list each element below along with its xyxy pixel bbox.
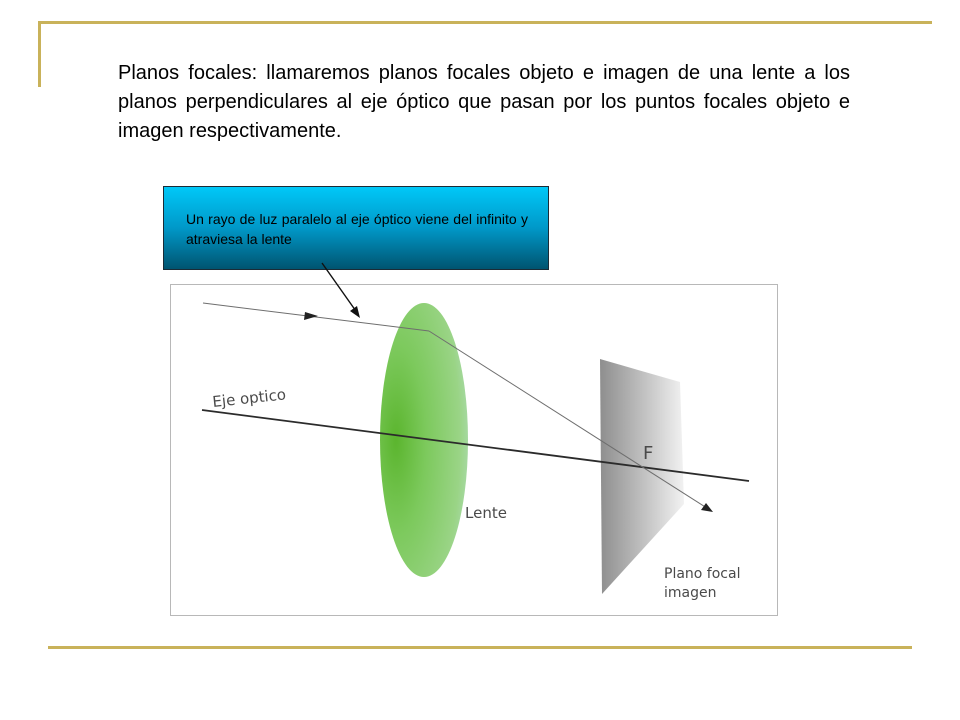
callout-text: Un rayo de luz paralelo al eje óptico viene del infinito y atraviesa la lente [186,211,528,247]
lens-label: Lente [465,504,507,522]
lens [380,303,468,577]
plane-label-line1: Plano focal [664,566,741,582]
axis-label: Eje optico [211,385,287,411]
focal-point-label: F [643,443,654,464]
focal-plane [600,359,684,594]
incident-ray-arrowhead [304,312,318,320]
refracted-ray-arrowhead [701,503,713,512]
incident-ray [203,303,429,331]
callout-pointer-arrowhead [350,306,360,318]
slide-heading: Planos focales: llamaremos planos focales objeto e imagen de una lente a los planos perpendiculares al eje óptico que pasan por los puntos focales objeto e imagen respectivamente. [118,62,850,142]
callout-pointer [322,263,358,314]
plane-label-line2: imagen [664,585,717,601]
